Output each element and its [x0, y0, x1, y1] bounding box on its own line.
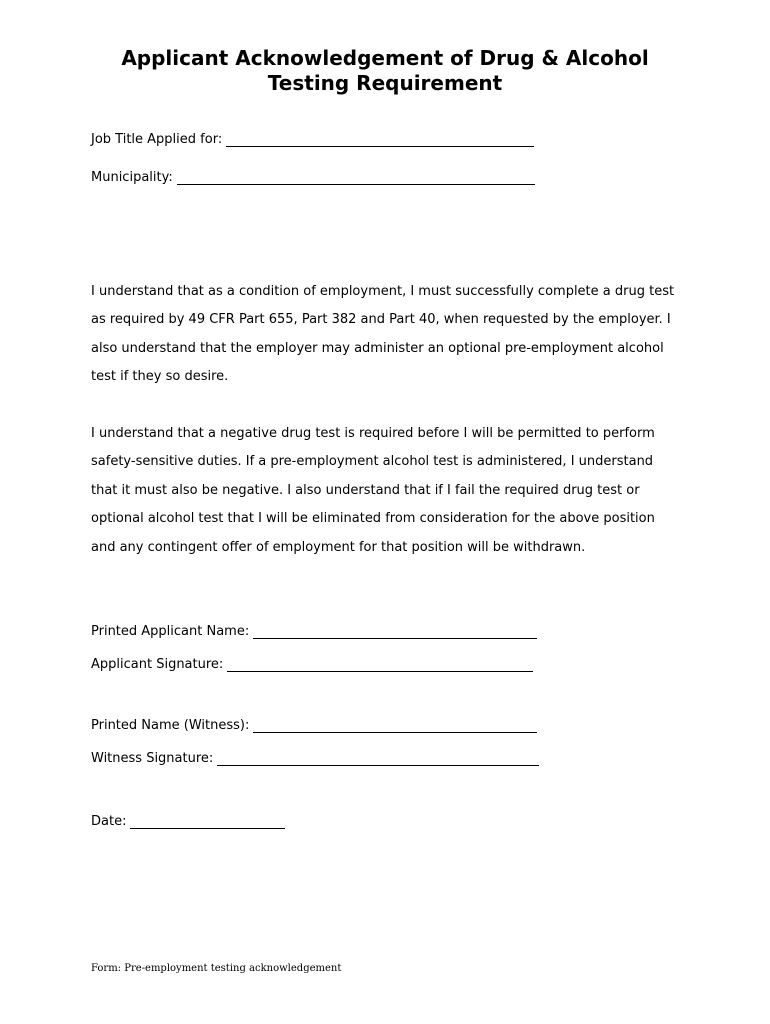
printed-name-witness-field	[91, 718, 537, 733]
date-field	[91, 814, 285, 829]
applicant-signature-input-line[interactable]	[227, 657, 533, 672]
applicant-signature-field	[91, 657, 533, 672]
document-title	[0, 46, 770, 96]
printed-name-witness-input-line[interactable]	[253, 718, 537, 733]
job-title-field	[91, 132, 534, 147]
date-label: Date:	[91, 814, 127, 829]
applicant-signature-label: Applicant Signature:	[91, 657, 224, 672]
municipality-label: Municipality:	[91, 170, 173, 185]
witness-signature-field	[91, 751, 539, 766]
acknowledgement-paragraph-2: I understand that a negative drug test is required before I will be permitted to perform safety-sensitive duties. If a pre-employment alcohol test is administered, I understand that it must also be negative. I also understand that if I fail the required drug test or optional alcohol test that I will be eliminated from consideration for the above position and any contingent offer of employment for that position will be withdrawn.	[91, 426, 655, 555]
date-input-line[interactable]	[130, 814, 285, 829]
printed-name-witness-label: Printed Name (Witness):	[91, 718, 250, 733]
form-footer: Form: Pre-employment testing acknowledgement	[91, 963, 342, 974]
job-title-input-line[interactable]	[226, 132, 534, 147]
title-line-2: Testing Requirement	[267, 71, 503, 95]
municipality-input-line[interactable]	[177, 170, 535, 185]
witness-signature-label: Witness Signature:	[91, 751, 214, 766]
acknowledgement-paragraph-1: I understand that as a condition of employment, I must successfully complete a drug test as required by 49 CFR Part 655, Part 382 and Part 40, when requested by the employer. I also understand that the employer may administer an optional pre-employment alcohol test if they so desire.	[91, 284, 675, 385]
printed-applicant-name-input-line[interactable]	[253, 624, 537, 639]
printed-applicant-name-label: Printed Applicant Name:	[91, 624, 250, 639]
witness-signature-input-line[interactable]	[217, 751, 539, 766]
title-line-1: Applicant Acknowledgement of Drug & Alcohol	[121, 46, 649, 70]
municipality-field	[91, 170, 535, 185]
job-title-label: Job Title Applied for:	[91, 132, 223, 147]
printed-applicant-name-field	[91, 624, 537, 639]
